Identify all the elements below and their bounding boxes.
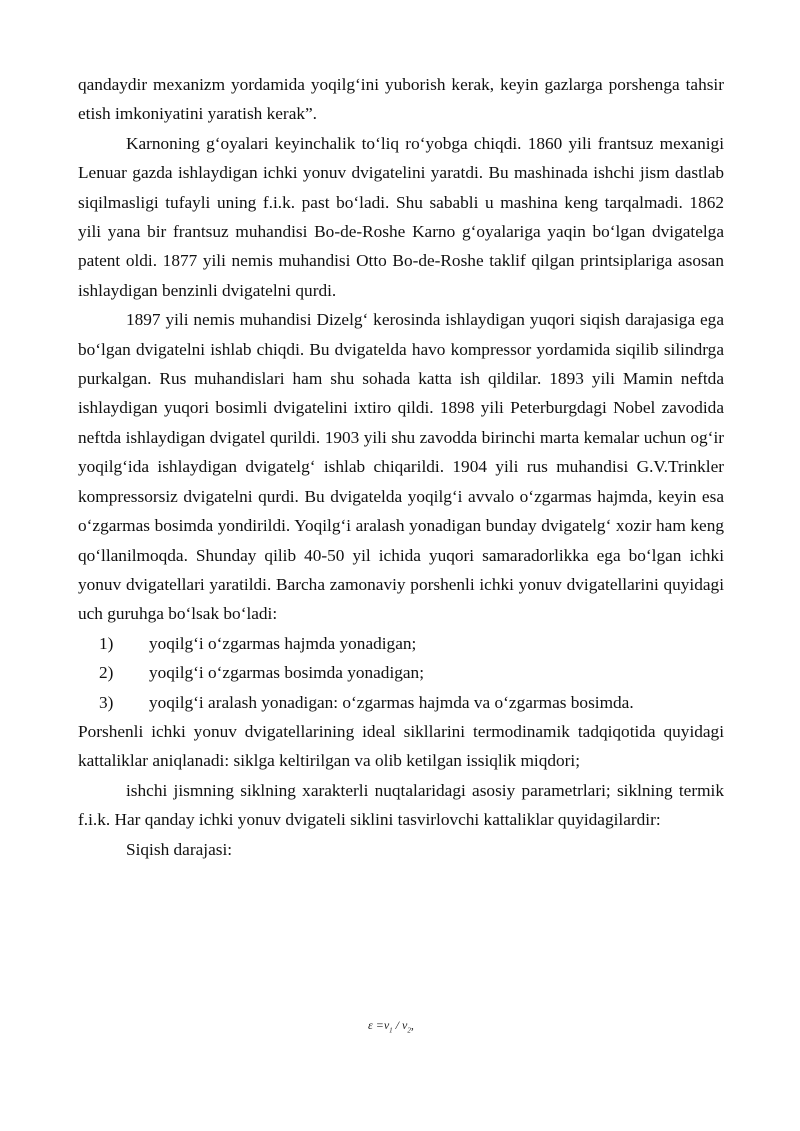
formula-equals: =	[375, 1018, 384, 1032]
list-item-text: yoqilg‘i o‘zgarmas hajmda yonadigan;	[149, 633, 417, 653]
paragraph: Porshenli ichki yonuv dvigatellarining ideal sikllarini termodinamik tadqiqotida quyidagi kattaliklar aniqlanadi: siklga keltirilgan va olib ketilgan issiqlik miqdori;	[78, 721, 724, 771]
paragraph: Siqish darajasi:	[126, 839, 233, 859]
list-item	[78, 629, 724, 658]
formula-v2: v	[402, 1018, 408, 1032]
paragraph: ishchi jismning siklning xarakterli nuqtalaridagi asosiy parametrlari; siklning termik f.i.k. Har qanday ichki yonuv dvigateli siklini tasvirlovchi kattaliklar quyidagilardir:	[78, 780, 724, 830]
document-body	[78, 70, 724, 864]
list-item-number: 3)	[99, 692, 114, 712]
list-item	[78, 688, 724, 717]
formula-epsilon: ε	[368, 1018, 373, 1032]
list-item	[78, 658, 724, 687]
compression-ratio-formula	[368, 1018, 414, 1034]
formula-v1: v	[383, 1018, 390, 1032]
formula-slash: /	[395, 1018, 400, 1032]
list-item-number: 2)	[99, 663, 114, 683]
engine-group-list	[78, 629, 724, 717]
paragraph: qandaydir mexanizm yordamida yoqilg‘ini yuborish kerak, keyin gazlarga porshenga tahsir etish imkoniyatini yaratish kerak”.	[78, 75, 724, 124]
paragraph: 1897 yili nemis muhandisi Dizelg‘ kerosinda ishlaydigan yuqori siqish darajasiga ega bo‘lgan dvigatelni ishlab chiqdi. Bu dvigatelda havo kompressor yordamida siqilib silindrga purkalgan. Rus muhandislari ham shu sohada katta ish qildilar. 1893 yili Mamin neftda ishlaydigan yuqori bosimli dvigatelini ixtiro qildi. 1898 yili Peterburgdagi Nobel zavodida neftda ishlaydigan dvigatel qurildi. 1903 yili shu zavodda birinchi marta kemalar uchun og‘ir yoqilg‘ida ishlaydigan dvigatelg‘ ishlab chiqarildi. 1904 yili rus muhandisi G.V.Trinkler kompressorsiz dvigatelni qurdi. Bu dvigatelda yoqilg‘i avvalo o‘zgarmas hajmda, keyin esa o‘zgarmas bosimda yondirildi. Yoqilg‘i aralash yonadigan bunday dvigatelg‘ xozir ham keng qo‘llanilmoqda. Shunday qilib 40-50 yil ichida yuqori samaradorlikka ega bo‘lgan ichki yonuv dvigatellari yaratildi. Barcha zamonaviy porshenli ichki yonuv dvigatellarini quyidagi uch guruhga bo‘lsak bo‘ladi:	[78, 310, 724, 624]
list-item-text: yoqilg‘i aralash yonadigan: o‘zgarmas hajmda va o‘zgarmas bosimda.	[149, 692, 634, 712]
paragraph: Karnoning g‘oyalari keyinchalik to‘liq ro‘yobga chiqdi. 1860 yili frantsuz mexanigi Lenuar gazda ishlaydigan ichki yonuv dvigatelini yaratdi. Bu mashinada ishchi jism dastlab siqilmasligi tufayli uning f.i.k. past bo‘ladi. Shu sababli u mashina keng tarqalmadi. 1862 yili yana bir frantsuz muhandisi Bo-de-Roshe Karno g‘oyalariga yaqin bo‘lgan dvigatelga patent oldi. 1877 yili nemis muhandisi Otto Bo-de-Roshe taklif qilgan printsiplariga asosan ishlaydigan benzinli dvigatelni qurdi.	[78, 133, 724, 300]
formula-comma: ,	[410, 1018, 414, 1032]
list-item-text: yoqilg‘i o‘zgarmas bosimda yonadigan;	[149, 663, 424, 683]
list-item-number: 1)	[99, 633, 114, 653]
formula-sub1: 1	[389, 1026, 393, 1035]
formula-sub2: 2	[407, 1026, 411, 1035]
